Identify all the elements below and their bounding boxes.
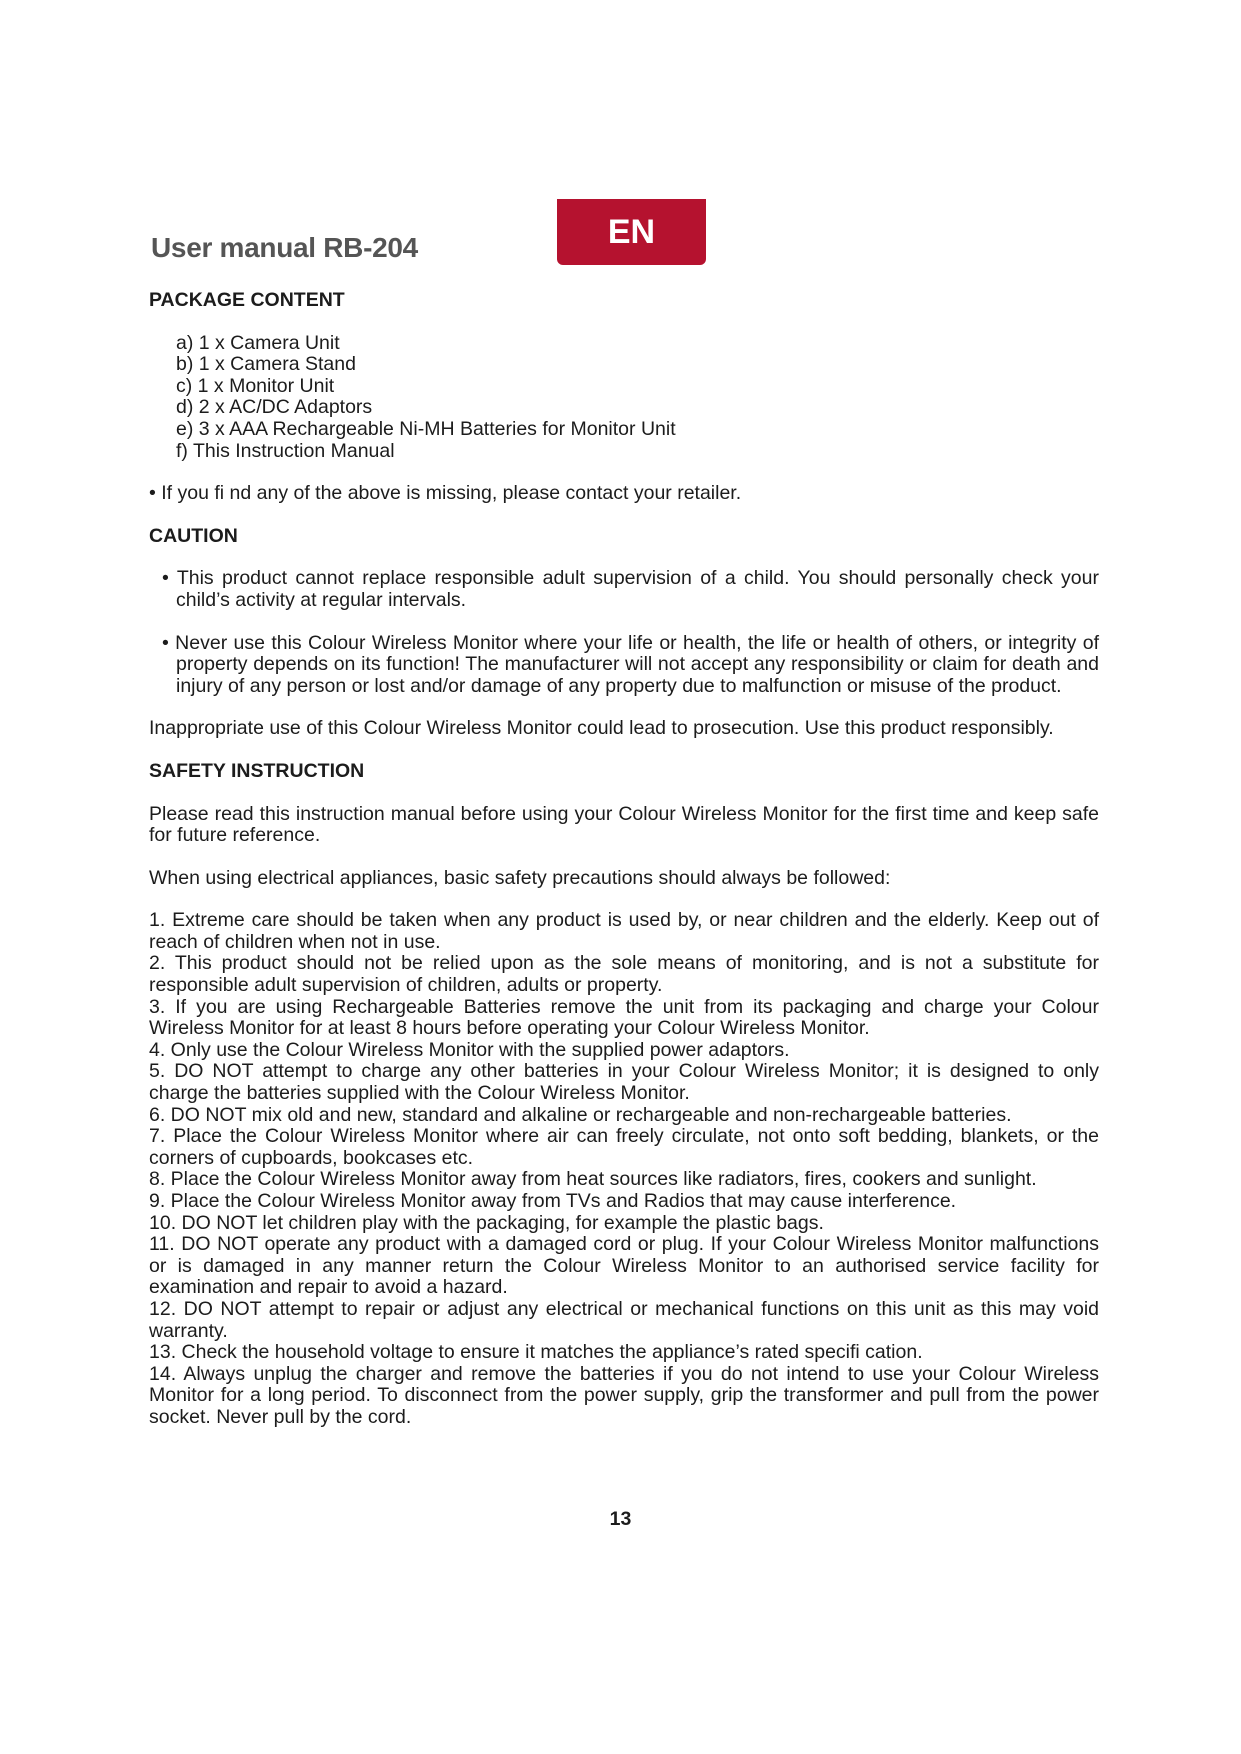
list-item: 7. Place the Colour Wireless Monitor where air can freely circulate, not onto soft bedding, blankets, or the corners of cupboards, bookcases etc.	[149, 1125, 1099, 1169]
list-item: 9. Place the Colour Wireless Monitor away from TVs and Radios that may cause interference.	[149, 1190, 957, 1212]
list-item: 13. Check the household voltage to ensure it matches the appliance’s rated specifi cation.	[149, 1341, 923, 1364]
caution-heading: CAUTION	[149, 524, 238, 547]
list-item: 5. DO NOT attempt to charge any other batteries in your Colour Wireless Monitor; it is designed to only charge the batteries supplied with the Colour Wireless Monitor.	[149, 1060, 1099, 1105]
list-item: 8. Place the Colour Wireless Monitor away from heat sources like radiators, fires, cookers and sunlight.	[149, 1168, 1037, 1191]
manual-content	[149, 290, 1099, 1429]
manual-title: User manual RB-204	[151, 232, 418, 263]
list-item: 4. Only use the Colour Wireless Monitor with the supplied power adaptors.	[149, 1038, 790, 1061]
caution-bullet: • This product cannot replace responsible adult supervision of a child. You should personally check your child’s activity at regular intervals.	[162, 567, 1099, 611]
list-item: 14. Always unplug the charger and remove the batteries if you do not intend to use your Colour Wireless Monitor for a long period. To disconnect from the power supply, grip the transformer and pull from the power socket. Never pull by the cord.	[149, 1362, 1099, 1428]
package-content-list	[176, 333, 1099, 463]
list-item: 11. DO NOT operate any product with a damaged cord or plug. If your Colour Wireless Monitor malfunctions or is damaged in any manner return the Colour Wireless Monitor to an authorised service facility for examination and repair to avoid a hazard.	[149, 1233, 1099, 1299]
safety-intro: When using electrical appliances, basic safety precautions should always be followed:	[149, 866, 891, 889]
list-item: a) 1 x Camera Unit	[176, 331, 340, 354]
list-item: b) 1 x Camera Stand	[176, 353, 356, 376]
list-item: 10. DO NOT let children play with the packaging, for example the plastic bags.	[149, 1211, 824, 1234]
safety-intro: Please read this instruction manual before using your Colour Wireless Monitor for the first time and keep safe for future reference.	[149, 802, 1099, 847]
list-item: 6. DO NOT mix old and new, standard and alkaline or rechargeable and non-rechargeable batteries.	[149, 1103, 1012, 1126]
list-item: 12. DO NOT attempt to repair or adjust any electrical or mechanical functions on this unit as this may void warranty.	[149, 1297, 1099, 1342]
list-item: d) 2 x AC/DC Adaptors	[176, 396, 373, 419]
package-content-heading: PACKAGE CONTENT	[149, 289, 345, 311]
list-item: c) 1 x Monitor Unit	[176, 374, 335, 397]
list-item: 3. If you are using Rechargeable Batteries remove the unit from its packaging and charge your Colour Wireless Monitor for at least 8 hours before operating your Colour Wireless Monitor.	[149, 995, 1099, 1040]
list-item: 1. Extreme care should be taken when any product is used by, or near children and the elderly. Keep out of reach of children when not in use.	[149, 909, 1099, 953]
caution-bullet: • Never use this Colour Wireless Monitor where your life or health, the life or health of others, or integrity of property depends on its function! The manufacturer will not accept any responsibility or claim for death and injury of any person or lost and/or damage of any property due to malfunction or misuse of the product.	[162, 631, 1099, 697]
list-item: 2. This product should not be relied upon as the sole means of monitoring, and is not a substitute for responsible adult supervision of children, adults or property.	[149, 952, 1099, 997]
list-item: e) 3 x AAA Rechargeable Ni-MH Batteries for Monitor Unit	[176, 417, 676, 440]
missing-items-note: • If you fi nd any of the above is missing, please contact your retailer.	[149, 482, 742, 505]
caution-footer: Inappropriate use of this Colour Wireless Monitor could lead to prosecution. Use this product responsibly.	[149, 717, 1054, 740]
list-item: f) This Instruction Manual	[176, 439, 395, 462]
language-badge: EN	[557, 199, 706, 265]
safety-list	[149, 910, 1099, 1428]
safety-heading: SAFETY INSTRUCTION	[149, 759, 365, 782]
page-number: 13	[609, 1508, 632, 1530]
